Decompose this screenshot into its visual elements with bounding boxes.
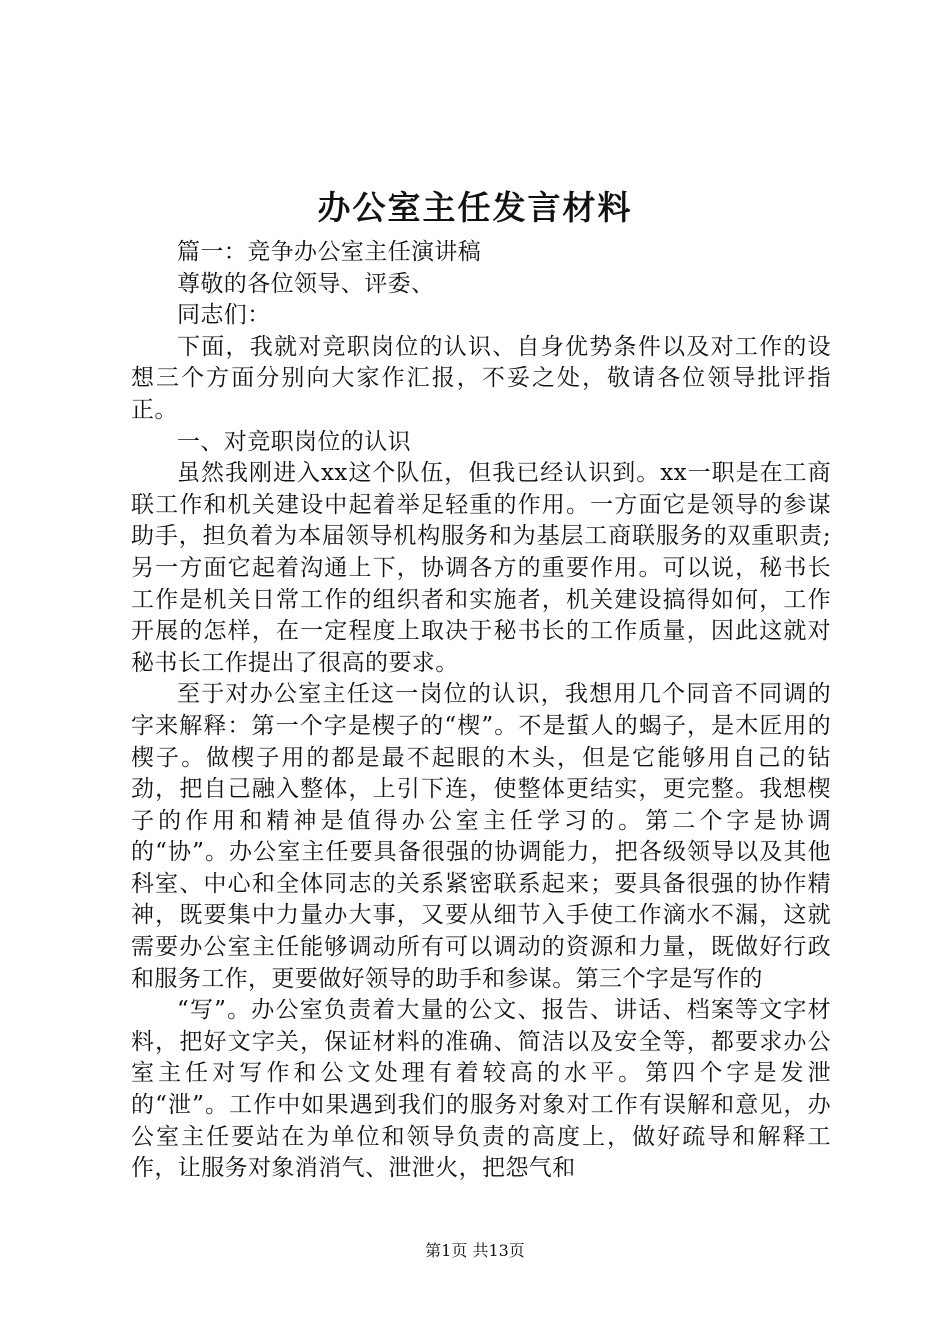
paragraph: 尊敬的各位领导、评委、 xyxy=(177,270,435,297)
paragraph: 虽然我刚进入xx这个队伍，但我已经认识到。xx一职是在工商联工作和机关建设中起着举足轻重的作用。一方面它是领导的参谋助手，担负着为本届领导机构服务和为基层工商联服务的双重职责;另一方面它起着沟通上下，协调各方的重要作用。可以说，秘书长工作是机关日常工作的组织者和实施者，机关建设搞得如何，工作开展的怎样，在一定程度上取决于秘书长的工作质量，因此这就对秘书长工作提出了很高的要求。 xyxy=(131,460,831,676)
paragraph: 下面，我就对竞职岗位的认识、自身优势条件以及对工作的设想三个方面分别向大家作汇报，不妥之处，敬请各位领导批评指正。 xyxy=(131,333,831,423)
paragraph: 篇一：竞争办公室主任演讲稿 xyxy=(177,239,482,265)
paragraph: “写”。办公室负责着大量的公文、报告、讲话、档案等文字材料，把好文字关，保证材料的准确、简洁以及安全等，都要求办公室主任对写作和公文处理有着较高的水平。第四个字是发泄的“泄”。工作中如果遇到我们的服务对象对工作有误解和意见，办公室主任要站在为单位和领导负责的高度上，做好疏导和解释工作，让服务对象消消气、泄泄火，把怨气和 xyxy=(131,997,831,1182)
paragraph: 至于对办公室主任这一岗位的认识，我想用几个同音不同调的字来解释：第一个字是楔子的“楔”。不是蜇人的蝎子，是木匠用的楔子。做楔子用的都是最不起眼的木头，但是它能够用自己的钻劲，把自己融入整体，上引下连，使整体更结实，更完整。我想楔子的作用和精神是值得办公室主任学习的。第二个字是协调的“协”。办公室主任要具备很强的协调能力，把各级领导以及其他科室、中心和全体同志的关系紧密联系起来；要具备很强的协作精神，既要集中力量办大事，又要从细节入手使工作滴水不漏，这就需要办公室主任能够调动所有可以调动的资源和力量，既做好行政和服务工作，更要做好领导的助手和参谋。第三个字是写作的 xyxy=(131,681,831,992)
paragraph: 同志们： xyxy=(177,302,271,329)
document-title: 办公室主任发言材料 xyxy=(317,188,633,227)
paragraph: 一、对竞职岗位的认识 xyxy=(177,428,411,455)
page-number-footer: 第1页 共13页 xyxy=(425,1241,525,1260)
document-body xyxy=(131,237,831,1185)
